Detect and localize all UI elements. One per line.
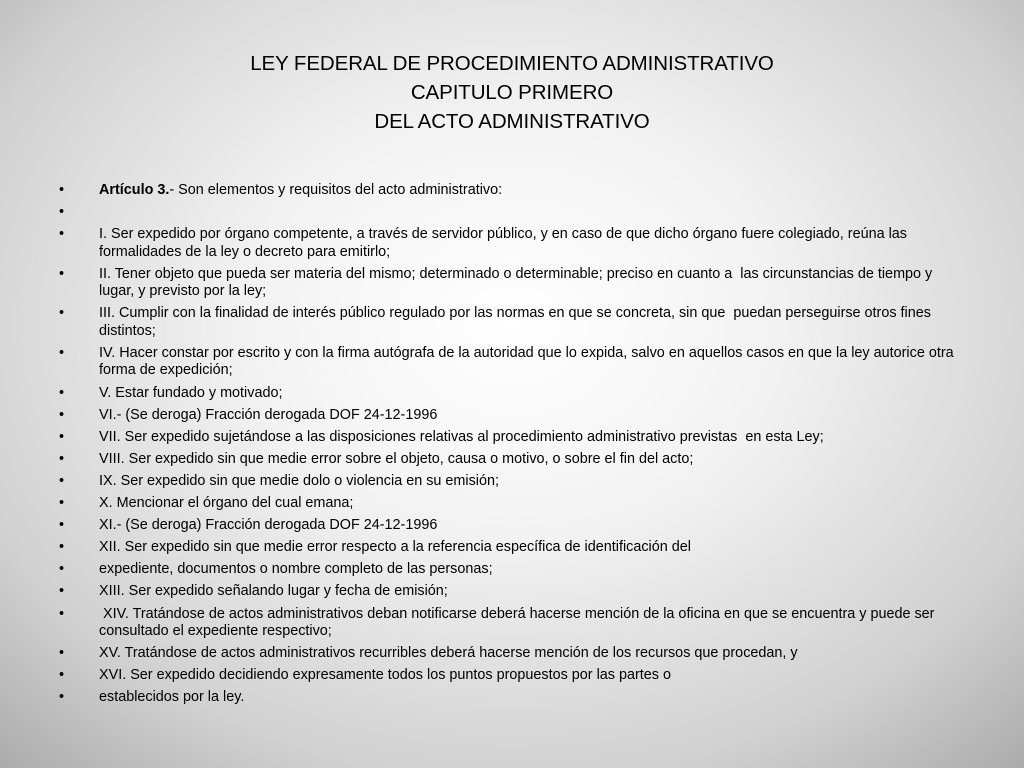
- list-item-text: I. Ser expedido por órgano competente, a través de servidor público, y en caso de que dicho órgano fuere colegiado, reúna las formalidades de la ley o decreto para emitirlo;: [99, 226, 911, 260]
- list-item: [56, 495, 966, 513]
- list-item-text: establecidos por la ley.: [99, 689, 245, 706]
- bullet-icon: •: [59, 226, 65, 243]
- intro-text: [99, 182, 966, 200]
- list-item: [56, 345, 966, 380]
- list-item-text: II. Tener objeto que pueda ser materia del mismo; determinado o determinable; preciso en cuanto a las circunstancias de tiempo y lugar, y previsto por la ley;: [99, 265, 937, 300]
- bullet-icon: •: [59, 450, 65, 467]
- bullet-icon: •: [59, 344, 65, 361]
- list-item-text: [99, 204, 966, 222]
- list-item: [56, 517, 966, 535]
- list-item: [56, 539, 966, 557]
- list-item-text: VI.- (Se deroga) Fracción derogada DOF 24-12-1996: [99, 406, 438, 423]
- bullet-icon: •: [59, 204, 65, 221]
- list-item-text: XIII. Ser expedido señalando lugar y fecha de emisión;: [99, 583, 448, 600]
- list-item-text: IV. Hacer constar por escrito y con la firma autógrafa de la autoridad que lo expida, salvo en aquellos casos en que la ley autorice otra forma de expedición;: [99, 344, 958, 379]
- list-item-text: III. Cumplir con la finalidad de interés público regulado por las normas en que se concreta, sin que puedan perseguirse otros fines distintos;: [99, 305, 935, 339]
- bullet-icon: •: [59, 561, 65, 578]
- list-item: [56, 226, 966, 261]
- bullet-icon: •: [59, 689, 65, 706]
- list-item-text: VIII. Ser expedido sin que medie error sobre el objeto, causa o motivo, o sobre el fin del acto;: [99, 450, 694, 467]
- bullet-icon: •: [59, 384, 65, 401]
- list-item: [56, 606, 966, 641]
- list-item-text: VII. Ser expedido sujetándose a las disposiciones relativas al procedimiento administrativo previstas en esta Ley;: [99, 428, 824, 445]
- list-item: [56, 667, 966, 685]
- list-item: [56, 689, 966, 707]
- bullet-icon: •: [59, 583, 65, 600]
- list-item: [56, 385, 966, 403]
- bullet-icon: •: [59, 472, 65, 489]
- bullet-icon: •: [59, 406, 65, 423]
- bullet-icon: •: [59, 517, 65, 534]
- article-list: [56, 182, 966, 711]
- list-item: [56, 407, 966, 425]
- list-item: [56, 305, 966, 340]
- bullet-icon: •: [59, 305, 65, 322]
- bullet-icon: •: [59, 428, 65, 445]
- list-item-text: XV. Tratándose de actos administrativos recurribles deberá hacerse mención de los recursos que procedan, y: [99, 645, 798, 662]
- bullet-icon: •: [59, 667, 65, 684]
- intro-body: - Son elementos y requisitos del acto administrativo:: [169, 182, 503, 198]
- title-line-1: LEY FEDERAL DE PROCEDIMIENTO ADMINISTRATIVO: [250, 52, 774, 75]
- list-item: [56, 473, 966, 491]
- list-item-intro: [56, 182, 966, 200]
- list-item-text: XII. Ser expedido sin que medie error respecto a la referencia específica de identificación del: [99, 539, 691, 556]
- list-item-text: XI.- (Se deroga) Fracción derogada DOF 24-12-1996: [99, 517, 438, 534]
- title-line-2: CAPITULO PRIMERO: [410, 81, 614, 104]
- list-item: [56, 429, 966, 447]
- bullet-icon: •: [59, 605, 65, 622]
- list-item: [56, 561, 966, 579]
- list-item: [56, 583, 966, 601]
- title-line-3: DEL ACTO ADMINISTRATIVO: [374, 110, 650, 133]
- bullet-icon: •: [59, 539, 65, 556]
- list-item: [56, 451, 966, 469]
- list-item-text: V. Estar fundado y motivado;: [99, 384, 283, 401]
- bullet-icon: •: [59, 182, 65, 198]
- article-label: Artículo 3.: [99, 182, 170, 198]
- list-item-text: XVI. Ser expedido decidiendo expresamente todos los puntos propuestos por las partes o: [99, 667, 671, 684]
- list-item: [56, 645, 966, 663]
- list-item: [56, 204, 966, 222]
- bullet-icon: •: [59, 495, 65, 512]
- bullet-icon: •: [59, 265, 65, 282]
- list-item-text: expediente, documentos o nombre completo de las personas;: [99, 561, 493, 578]
- bullet-icon: •: [59, 645, 65, 662]
- list-item-text: IX. Ser expedido sin que medie dolo o violencia en su emisión;: [99, 472, 499, 489]
- slide-title: [100, 49, 924, 136]
- list-item-text: XIV. Tratándose de actos administrativos deban notificarse deberá hacerse mención de la oficina en que se encuentra y puede ser consultado el expediente respectivo;: [99, 605, 939, 639]
- list-item-text: X. Mencionar el órgano del cual emana;: [99, 495, 354, 512]
- list-item: [56, 266, 966, 301]
